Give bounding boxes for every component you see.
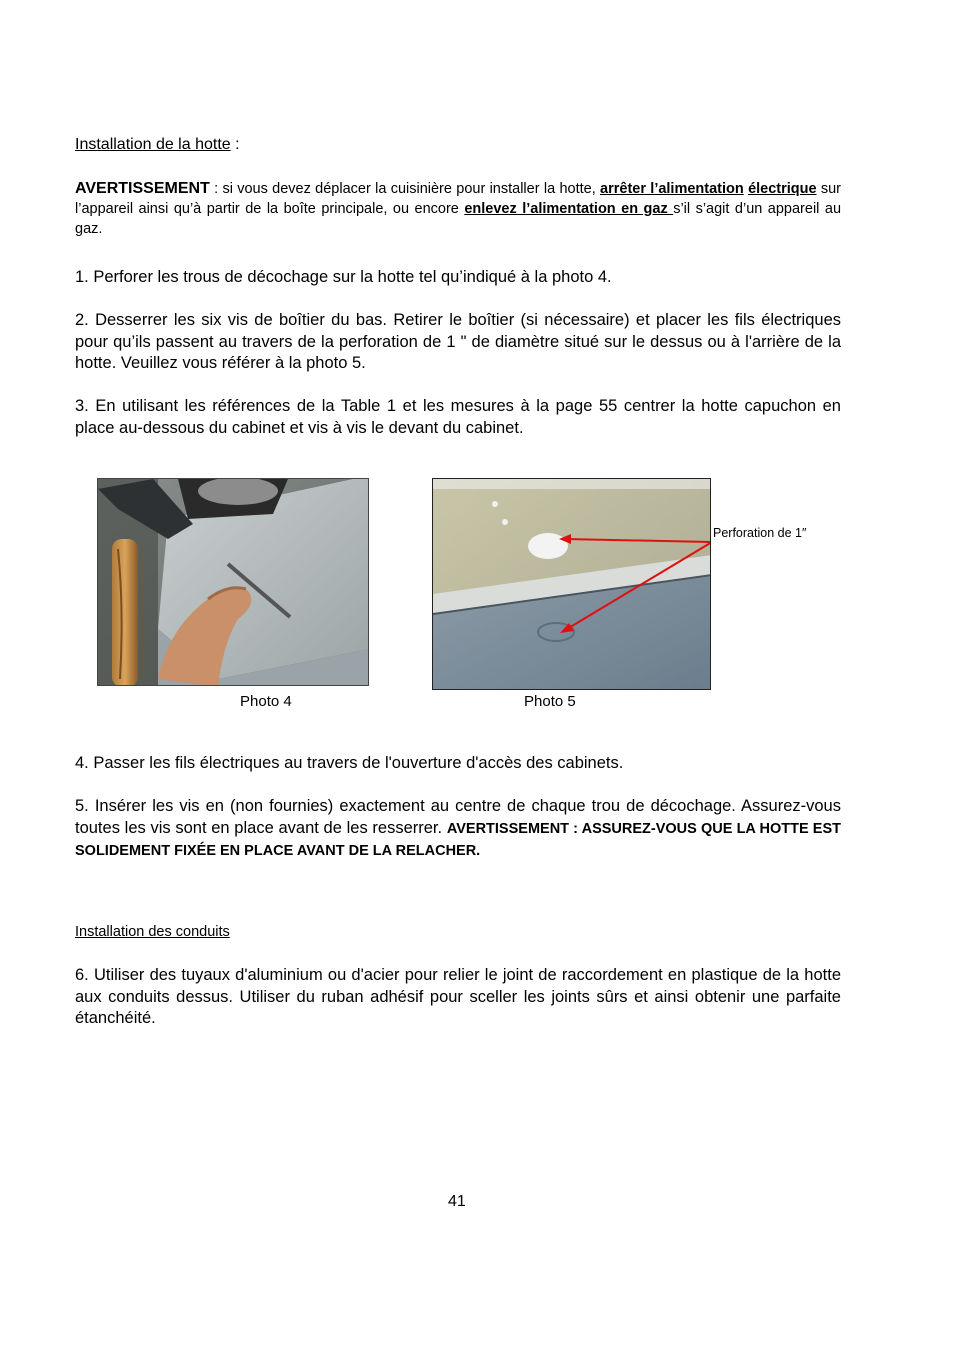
- perforation-label: Perforation de 1″: [713, 526, 807, 540]
- step-5-warning: AVERTISSEMENT : ASSUREZ-VOUS QUE LA HOTTE EST SOLIDEMENT FIXÉE EN PLACE AVANT DE LA RELACHER.: [75, 820, 842, 859]
- photo-5-illustration: [433, 479, 711, 690]
- warning-strong-1: arrêter l’alimentation: [600, 181, 744, 197]
- page-number: 41: [448, 1193, 466, 1210]
- step-1: 1. Perforer les trous de décochage sur la hotte tel qu’indiqué à la photo 4.: [75, 268, 612, 286]
- warning-lead: AVERTISSEMENT: [75, 180, 210, 197]
- warning-text-1: : si vous devez déplacer la cuisinière pour installer la hotte,: [209, 181, 601, 197]
- photo-5-caption: Photo 5: [524, 693, 576, 710]
- section-heading: [75, 136, 240, 154]
- step-5-text: 5. Insérer les vis en (non fournies) exactement au centre de chaque trou de décochage. Assurez-vous toutes les vis sont en place avant de les resserrer.: [75, 797, 841, 837]
- photo-4-caption: Photo 4: [240, 693, 292, 710]
- section-heading-colon: :: [230, 136, 240, 153]
- step-2: 2. Desserrer les six vis de boîtier du bas. Retirer le boîtier (si nécessaire) et placer les fils électriques pour qu’ils passent au travers de la perforation de 1 " de diamètre situé sur le dessus ou à l'arrière de la hotte. Veuillez vous référer à la photo 5.: [75, 311, 841, 372]
- warning-strong-2: électrique: [748, 181, 817, 197]
- step-5: [75, 796, 841, 863]
- photo-4: [97, 478, 369, 686]
- photo-5: [432, 478, 711, 690]
- warning-strong-3: enlevez l’alimentation en gaz: [464, 201, 674, 217]
- photo-4-illustration: [98, 479, 369, 686]
- conduits-heading: Installation des conduits: [75, 924, 230, 940]
- section-heading-text: Installation de la hotte: [75, 136, 231, 153]
- step-6: 6. Utiliser des tuyaux d'aluminium ou d'acier pour relier le joint de raccordement en plastique de la hotte aux conduits dessus. Utiliser du ruban adhésif pour sceller les joints sûrs et ainsi obtenir une parfaite étanchéité.: [75, 966, 841, 1027]
- step-3: 3. En utilisant les références de la Table 1 et les mesures à la page 55 centrer la hotte capuchon en place au-dessous du cabinet et vis à vis le devant du cabinet.: [75, 397, 841, 437]
- warning-text-4: s’il s’agit d’un appareil au gaz.: [75, 201, 842, 237]
- step-4: 4. Passer les fils électriques au travers de l'ouverture d'accès des cabinets.: [75, 754, 624, 772]
- warning-text-3: sur l’appareil ainsi qu’à partir de la boîte principale, ou encore: [75, 181, 842, 217]
- warning-paragraph: [75, 179, 841, 239]
